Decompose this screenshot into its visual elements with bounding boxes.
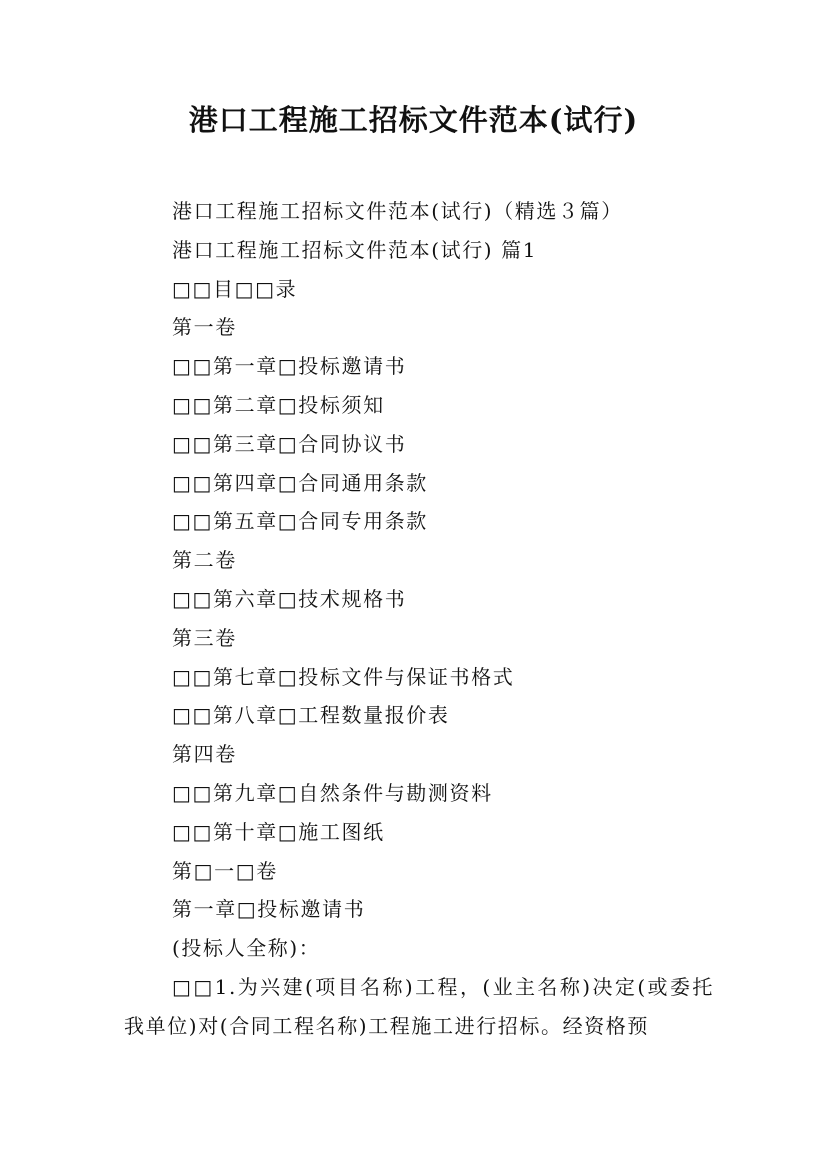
chapter-heading: 第一章□投标邀请书 <box>172 897 366 922</box>
volume-heading: 第四卷 <box>172 742 237 767</box>
volume-heading: 第一卷 <box>172 315 237 340</box>
toc-item: □□第十章□施工图纸 <box>172 819 385 844</box>
volume-heading: 第二卷 <box>172 548 237 573</box>
volume-heading: 第□一□卷 <box>172 858 278 883</box>
toc-item: □□第七章□投标文件与保证书格式 <box>172 664 515 689</box>
toc-item: □□第九章□自然条件与勘测资料 <box>172 780 493 805</box>
body-paragraph: □□1.为兴建(项目名称)工程，(业主名称)决定(或委托我单位)对(合同工程名称)工程施工进行招标。经资格预 <box>124 974 714 1038</box>
toc-item: □□第一章□投标邀请书 <box>172 354 407 379</box>
document-title: 港口工程施工招标文件范本(试行) <box>188 103 639 137</box>
addressee-line: (投标人全称)： <box>172 936 321 961</box>
document-body <box>124 192 714 1046</box>
toc-item: □□第五章□合同专用条款 <box>172 509 428 534</box>
subtitle-line: 港口工程施工招标文件范本(试行)（精选３篇） <box>172 199 623 223</box>
toc-item: □□第二章□投标须知 <box>172 392 385 417</box>
volume-heading: 第三卷 <box>172 625 237 650</box>
toc-heading: □□目□□录 <box>172 276 298 301</box>
toc-item: □□第四章□合同通用条款 <box>172 470 428 495</box>
toc-item: □□第八章□工程数量报价表 <box>172 703 450 728</box>
section-heading: 港口工程施工招标文件范本(试行) 篇1 <box>172 237 538 262</box>
toc-item: □□第六章□技术规格书 <box>172 586 407 611</box>
toc-item: □□第三章□合同协议书 <box>172 431 407 456</box>
